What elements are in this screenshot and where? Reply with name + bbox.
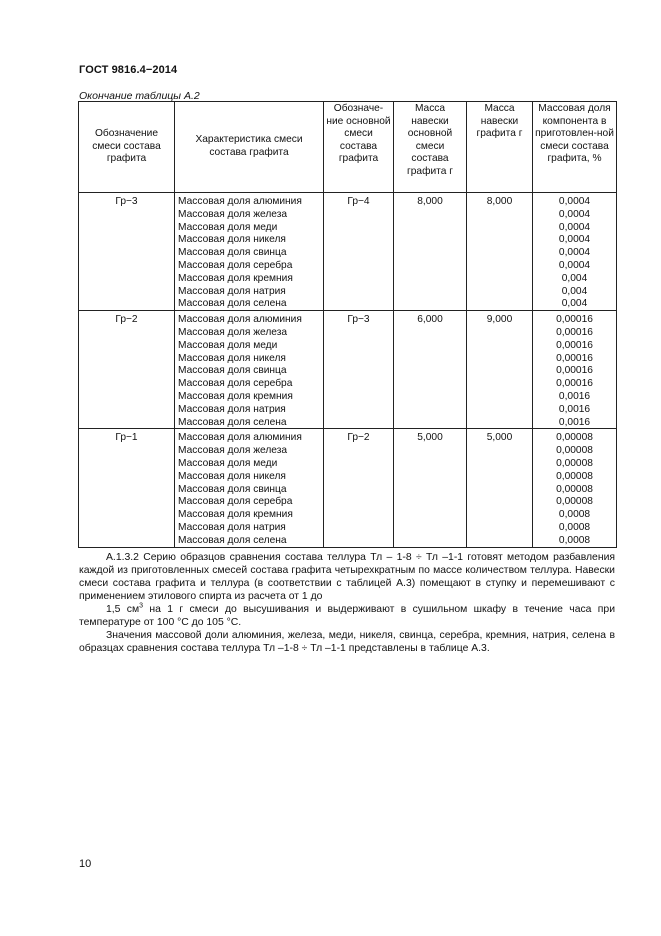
mass-fraction-value: 0,00008 — [556, 432, 593, 444]
characteristic-item: Массовая доля натрия — [178, 521, 286, 533]
mass-fraction-value: 0,0004 — [558, 234, 591, 246]
mass-fraction-value: 0,00016 — [556, 352, 593, 364]
mass-fraction-value: 0,00016 — [556, 339, 593, 351]
mixture-code-cell: Гр−3 — [79, 193, 175, 311]
mixture-code-cell: Гр−2 — [79, 311, 175, 429]
mass-fraction-value: 0,00016 — [556, 365, 593, 377]
characteristic-item: Массовая доля никеля — [178, 470, 286, 482]
paragraph-a132: А.1.3.2 Серию образцов сравнения состава теллура Тл – 1-8 ÷ Тл –1-1 готовят методом разбавления каждой из приготовленных смесей состава графита четырехкратным по массе количеством теллура. Навески смеси состава графита и теллура (в соответствии с таблицей А.3) помещают в ступку и перемешивают с применением этилового спирта из расчета от 1 до — [79, 552, 615, 602]
mass-fraction-value: 0,0008 — [558, 509, 591, 521]
header-characteristic: Характеристика смеси состава графита — [175, 102, 324, 193]
base-mass-cell: 5,000 — [394, 429, 467, 547]
characteristic-cell — [175, 429, 324, 547]
characteristic-item: Массовая доля меди — [178, 221, 278, 233]
superscript-cubic: 3 — [139, 602, 144, 610]
page-number: 10 — [79, 858, 92, 870]
graphite-mass-cell: 5,000 — [467, 429, 533, 547]
mass-fraction-value: 0,0004 — [558, 221, 591, 233]
mass-fraction-value: 0,00008 — [556, 445, 593, 457]
mass-fraction-cell — [533, 429, 617, 547]
characteristic-item: Массовая доля железа — [178, 208, 288, 220]
mass-fraction-value: 0,004 — [561, 298, 588, 310]
header-graphite-mass: Масса навески графита г — [467, 102, 533, 193]
table-row — [79, 311, 617, 429]
characteristic-item: Массовая доля никеля — [178, 352, 286, 364]
paragraph-values-note: Значения массовой доли алюминия, железа, меди, никеля, свинца, серебра, кремния, натрия, селена в образцах сравнения состава теллура Тл –1-8 ÷ Тл –1-1 представлены в таблице А.3. — [79, 630, 615, 654]
characteristic-item: Массовая доля селена — [178, 416, 287, 428]
document-code: ГОСТ 9816.4−2014 — [79, 64, 178, 76]
base-mass-cell: 8,000 — [394, 193, 467, 311]
mass-fraction-value: 0,004 — [561, 272, 588, 284]
mass-fraction-value: 0,0016 — [558, 403, 591, 415]
characteristic-item: Массовая доля меди — [178, 339, 278, 351]
characteristic-item: Массовая доля свинца — [178, 247, 287, 259]
characteristic-item: Массовая доля кремния — [178, 390, 293, 402]
characteristic-item: Массовая доля железа — [178, 445, 288, 457]
characteristic-item: Массовая доля натрия — [178, 285, 286, 297]
characteristic-item: Массовая доля железа — [178, 326, 288, 338]
composition-table — [78, 101, 617, 548]
characteristic-item: Массовая доля алюминия — [178, 196, 302, 207]
characteristic-item: Массовая доля свинца — [178, 483, 287, 495]
table-row — [79, 429, 617, 547]
graphite-mass-cell: 8,000 — [467, 193, 533, 311]
paragraph-drying-end: на 1 г смеси до высушивания и выдерживают в сушильном шкафу в течение часа при температуре от 100 °С до 105 °С. — [79, 604, 615, 628]
header-mixture-code: Обозначение смеси состава графита — [79, 102, 175, 193]
table-caption: Окончание таблицы А.2 — [79, 90, 200, 102]
base-mixture-cell: Гр−4 — [324, 193, 394, 311]
mass-fraction-value: 0,0004 — [558, 196, 591, 207]
mixture-code-cell: Гр−1 — [79, 429, 175, 547]
characteristic-item: Массовая доля алюминия — [178, 432, 302, 444]
mass-fraction-value: 0,00016 — [556, 326, 593, 338]
table-row — [79, 193, 617, 311]
characteristic-item: Массовая доля селена — [178, 534, 287, 546]
header-mass-fraction: Массовая доля компонента в приготовлен-ной смеси состава графита, % — [533, 102, 617, 193]
characteristic-item: Массовая доля никеля — [178, 234, 286, 246]
mass-fraction-value: 0,0008 — [558, 521, 591, 533]
characteristic-item: Массовая доля кремния — [178, 509, 293, 521]
header-base-mixture: Обозначе-ние основной смеси состава графита — [324, 102, 394, 193]
mass-fraction-value: 0,00008 — [556, 483, 593, 495]
mass-fraction-value: 0,0016 — [558, 390, 591, 402]
mass-fraction-value: 0,00008 — [556, 470, 593, 482]
mass-fraction-cell — [533, 311, 617, 429]
mass-fraction-cell — [533, 193, 617, 311]
mass-fraction-value: 0,00008 — [556, 496, 593, 508]
characteristic-item: Массовая доля кремния — [178, 272, 293, 284]
paragraph-drying — [79, 603, 615, 629]
characteristic-item: Массовая доля меди — [178, 457, 278, 469]
mass-fraction-value: 0,0008 — [558, 534, 591, 546]
characteristic-item: Массовая доля серебра — [178, 496, 293, 508]
characteristic-item: Массовая доля алюминия — [178, 314, 302, 326]
mass-fraction-value: 0,004 — [561, 285, 588, 297]
characteristic-cell — [175, 311, 324, 429]
characteristic-item: Массовая доля селена — [178, 298, 287, 310]
base-mass-cell: 6,000 — [394, 311, 467, 429]
characteristic-item: Массовая доля серебра — [178, 378, 293, 390]
header-base-mass: Масса навески основной смеси состава графита г — [394, 102, 467, 193]
mass-fraction-value: 0,0004 — [558, 247, 591, 259]
characteristic-item: Массовая доля натрия — [178, 403, 286, 415]
base-mixture-cell: Гр−3 — [324, 311, 394, 429]
paragraph-drying-start: 1,5 см — [106, 604, 140, 615]
characteristic-item: Массовая доля свинца — [178, 365, 287, 377]
graphite-mass-cell: 9,000 — [467, 311, 533, 429]
mass-fraction-value: 0,0004 — [558, 259, 591, 271]
characteristic-cell — [175, 193, 324, 311]
mass-fraction-value: 0,0004 — [558, 208, 591, 220]
mass-fraction-value: 0,00008 — [556, 457, 593, 469]
characteristic-item: Массовая доля серебра — [178, 259, 293, 271]
mass-fraction-value: 0,00016 — [556, 378, 593, 390]
mass-fraction-value: 0,00016 — [556, 314, 593, 326]
mass-fraction-value: 0,0016 — [558, 416, 591, 428]
table-header-row — [79, 102, 617, 193]
base-mixture-cell: Гр−2 — [324, 429, 394, 547]
